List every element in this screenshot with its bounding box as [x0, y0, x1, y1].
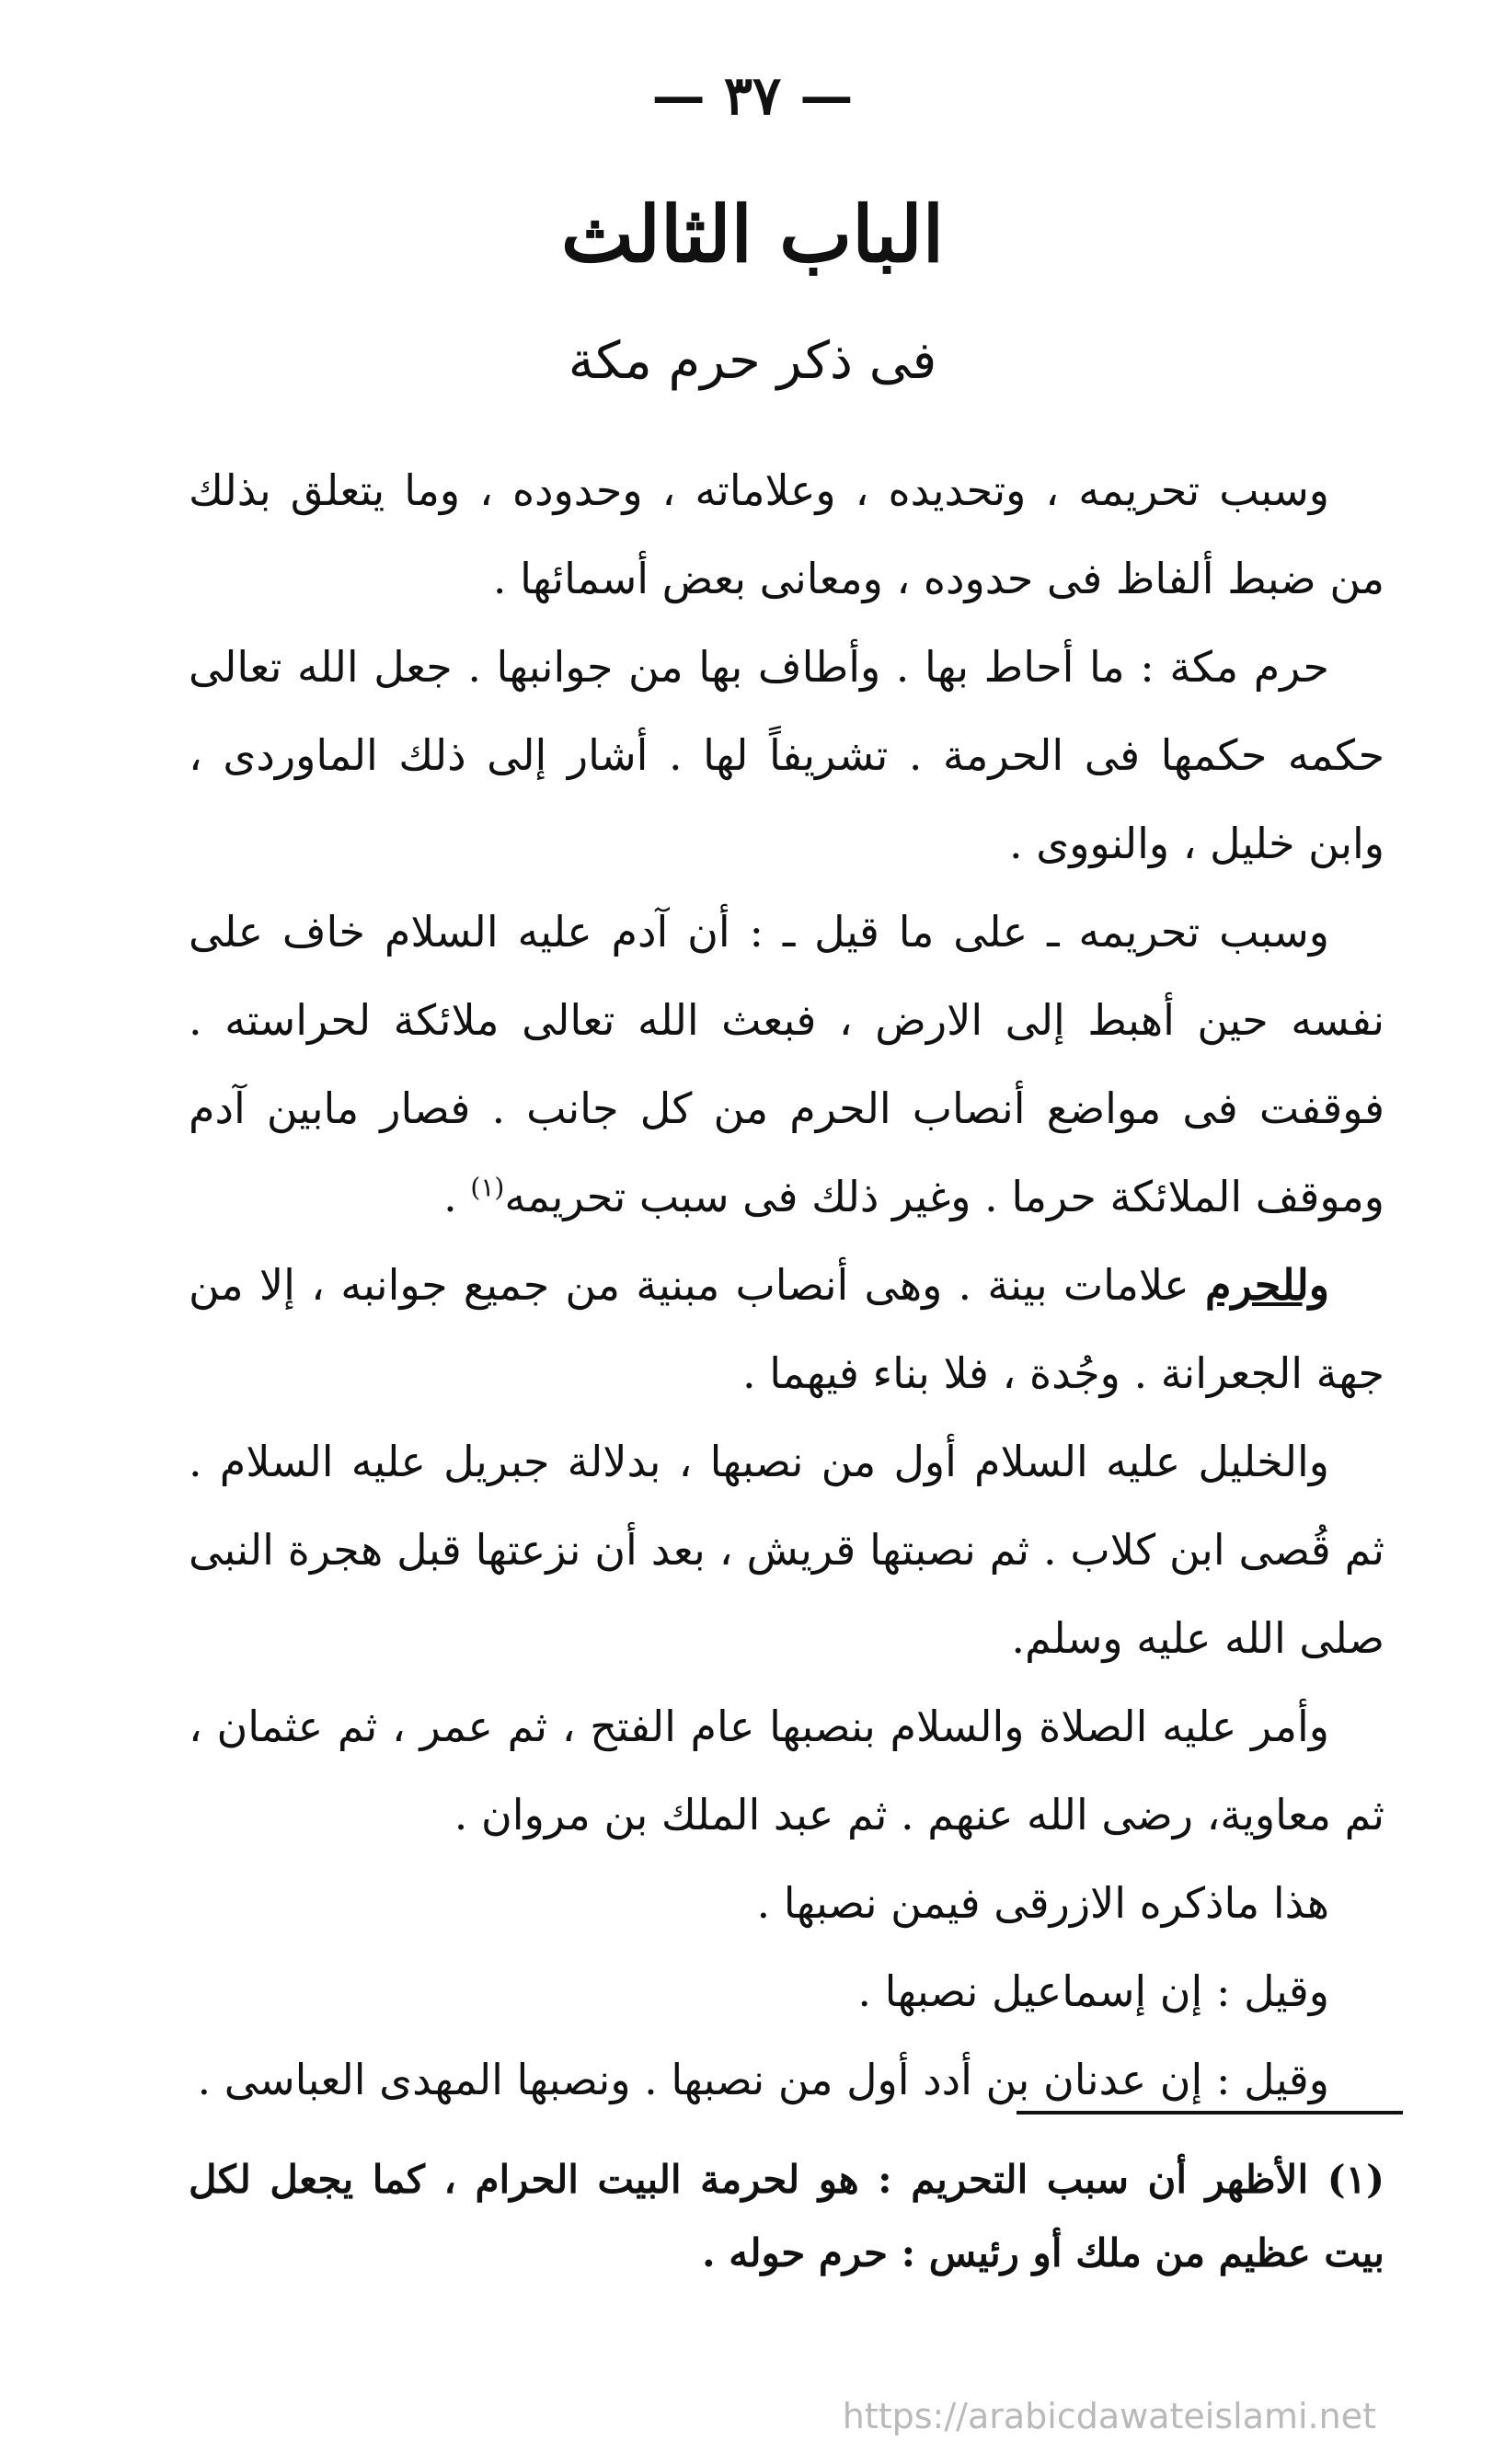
footnote-divider — [1017, 2111, 1403, 2114]
paragraph-text: وسبب تحريمه ، وتحديده ، وعلاماته ، وحدوده ، وما يتعلق بذلك من ضبط ألفاظ فى حدوده ، ومعانى بعض أسمائها . — [189, 465, 1384, 603]
chapter-subtitle: فى ذكر حرم مكة — [568, 331, 937, 391]
paragraph-ismail — [189, 1947, 1384, 2035]
footnote-item: (١) الأظهر أن سبب التحريم : هو لحرمة البيت الحرام ، كما يجعل لكل بيت عظيم من ملك أو رئيس : حرم حوله . — [189, 2157, 1384, 2275]
chapter-title: الباب الثالث — [560, 189, 945, 280]
paragraph-lead-word: وللحرم — [1204, 1260, 1329, 1310]
paragraph-khalil — [189, 1417, 1384, 1682]
paragraph-text: حرم مكة : ما أحاط بها . وأطاف بها من جوانبها . جعل الله تعالى حكمه حكمها فى الحرمة . تشريفاً لها . أشار إلى ذلك الماوردى ، وابن خليل ، والنووى . — [189, 642, 1384, 868]
paragraph-azraqi — [189, 1859, 1384, 1947]
body-text — [189, 446, 1384, 2124]
paragraph-markers — [189, 1241, 1384, 1417]
page-number: — ٣٧ — — [651, 64, 854, 127]
paragraph-text: وقيل : إن إسماعيل نصبها . — [857, 1966, 1329, 2016]
paragraph-text: هذا ماذكره الازرقى فيمن نصبها . — [756, 1878, 1329, 1928]
paragraph-intro — [189, 446, 1384, 623]
paragraph-definition — [189, 623, 1384, 888]
paragraph-text: وسبب تحريمه ـ على ما قيل ـ : أن آدم عليه السلام خاف على نفسه حين أهبط إلى الارض ، فبعث الله تعالى ملائكة لحراسته . فوقفت فى مواضع أنصاب الحرم من كل جانب . فصار مابين آدم وموقف الملائكة حرما . وغير ذلك فى سبب تحريمه — [189, 907, 1384, 1221]
paragraph-text: وأمر عليه الصلاة والسلام بنصبها عام الفتح ، ثم عمر ، ثم عثمان ، ثم معاوية، رضى الله عنهم . ثم عبد الملك بن مروان . — [189, 1702, 1384, 1839]
paragraph-text: علامات بينة . وهى أنصاب مبنية من جميع جوانبه ، إلا من جهة الجعرانة . وجُدة ، فلا بناء فيهما . — [189, 1260, 1384, 1398]
paragraph-reason — [189, 888, 1384, 1241]
paragraph-tail: . — [443, 1172, 471, 1221]
paragraph-text: وقيل : إن عدنان بن أدد أول من نصبها . ونصبها المهدى العباسى . — [197, 2055, 1329, 2104]
footnote-marker: (١) — [470, 1172, 505, 1203]
footnotes — [189, 2143, 1384, 2290]
watermark: https://arabicdawateislami.net — [842, 2396, 1376, 2436]
paragraph-text: والخليل عليه السلام أول من نصبها ، بدلالة جبريل عليه السلام . ثم قُصى ابن كلاب . ثم نصبتها قريش ، بعد أن نزعتها قبل هجرة النبى صلى الله عليه وسلم. — [189, 1437, 1384, 1663]
paragraph-command — [189, 1682, 1384, 1859]
